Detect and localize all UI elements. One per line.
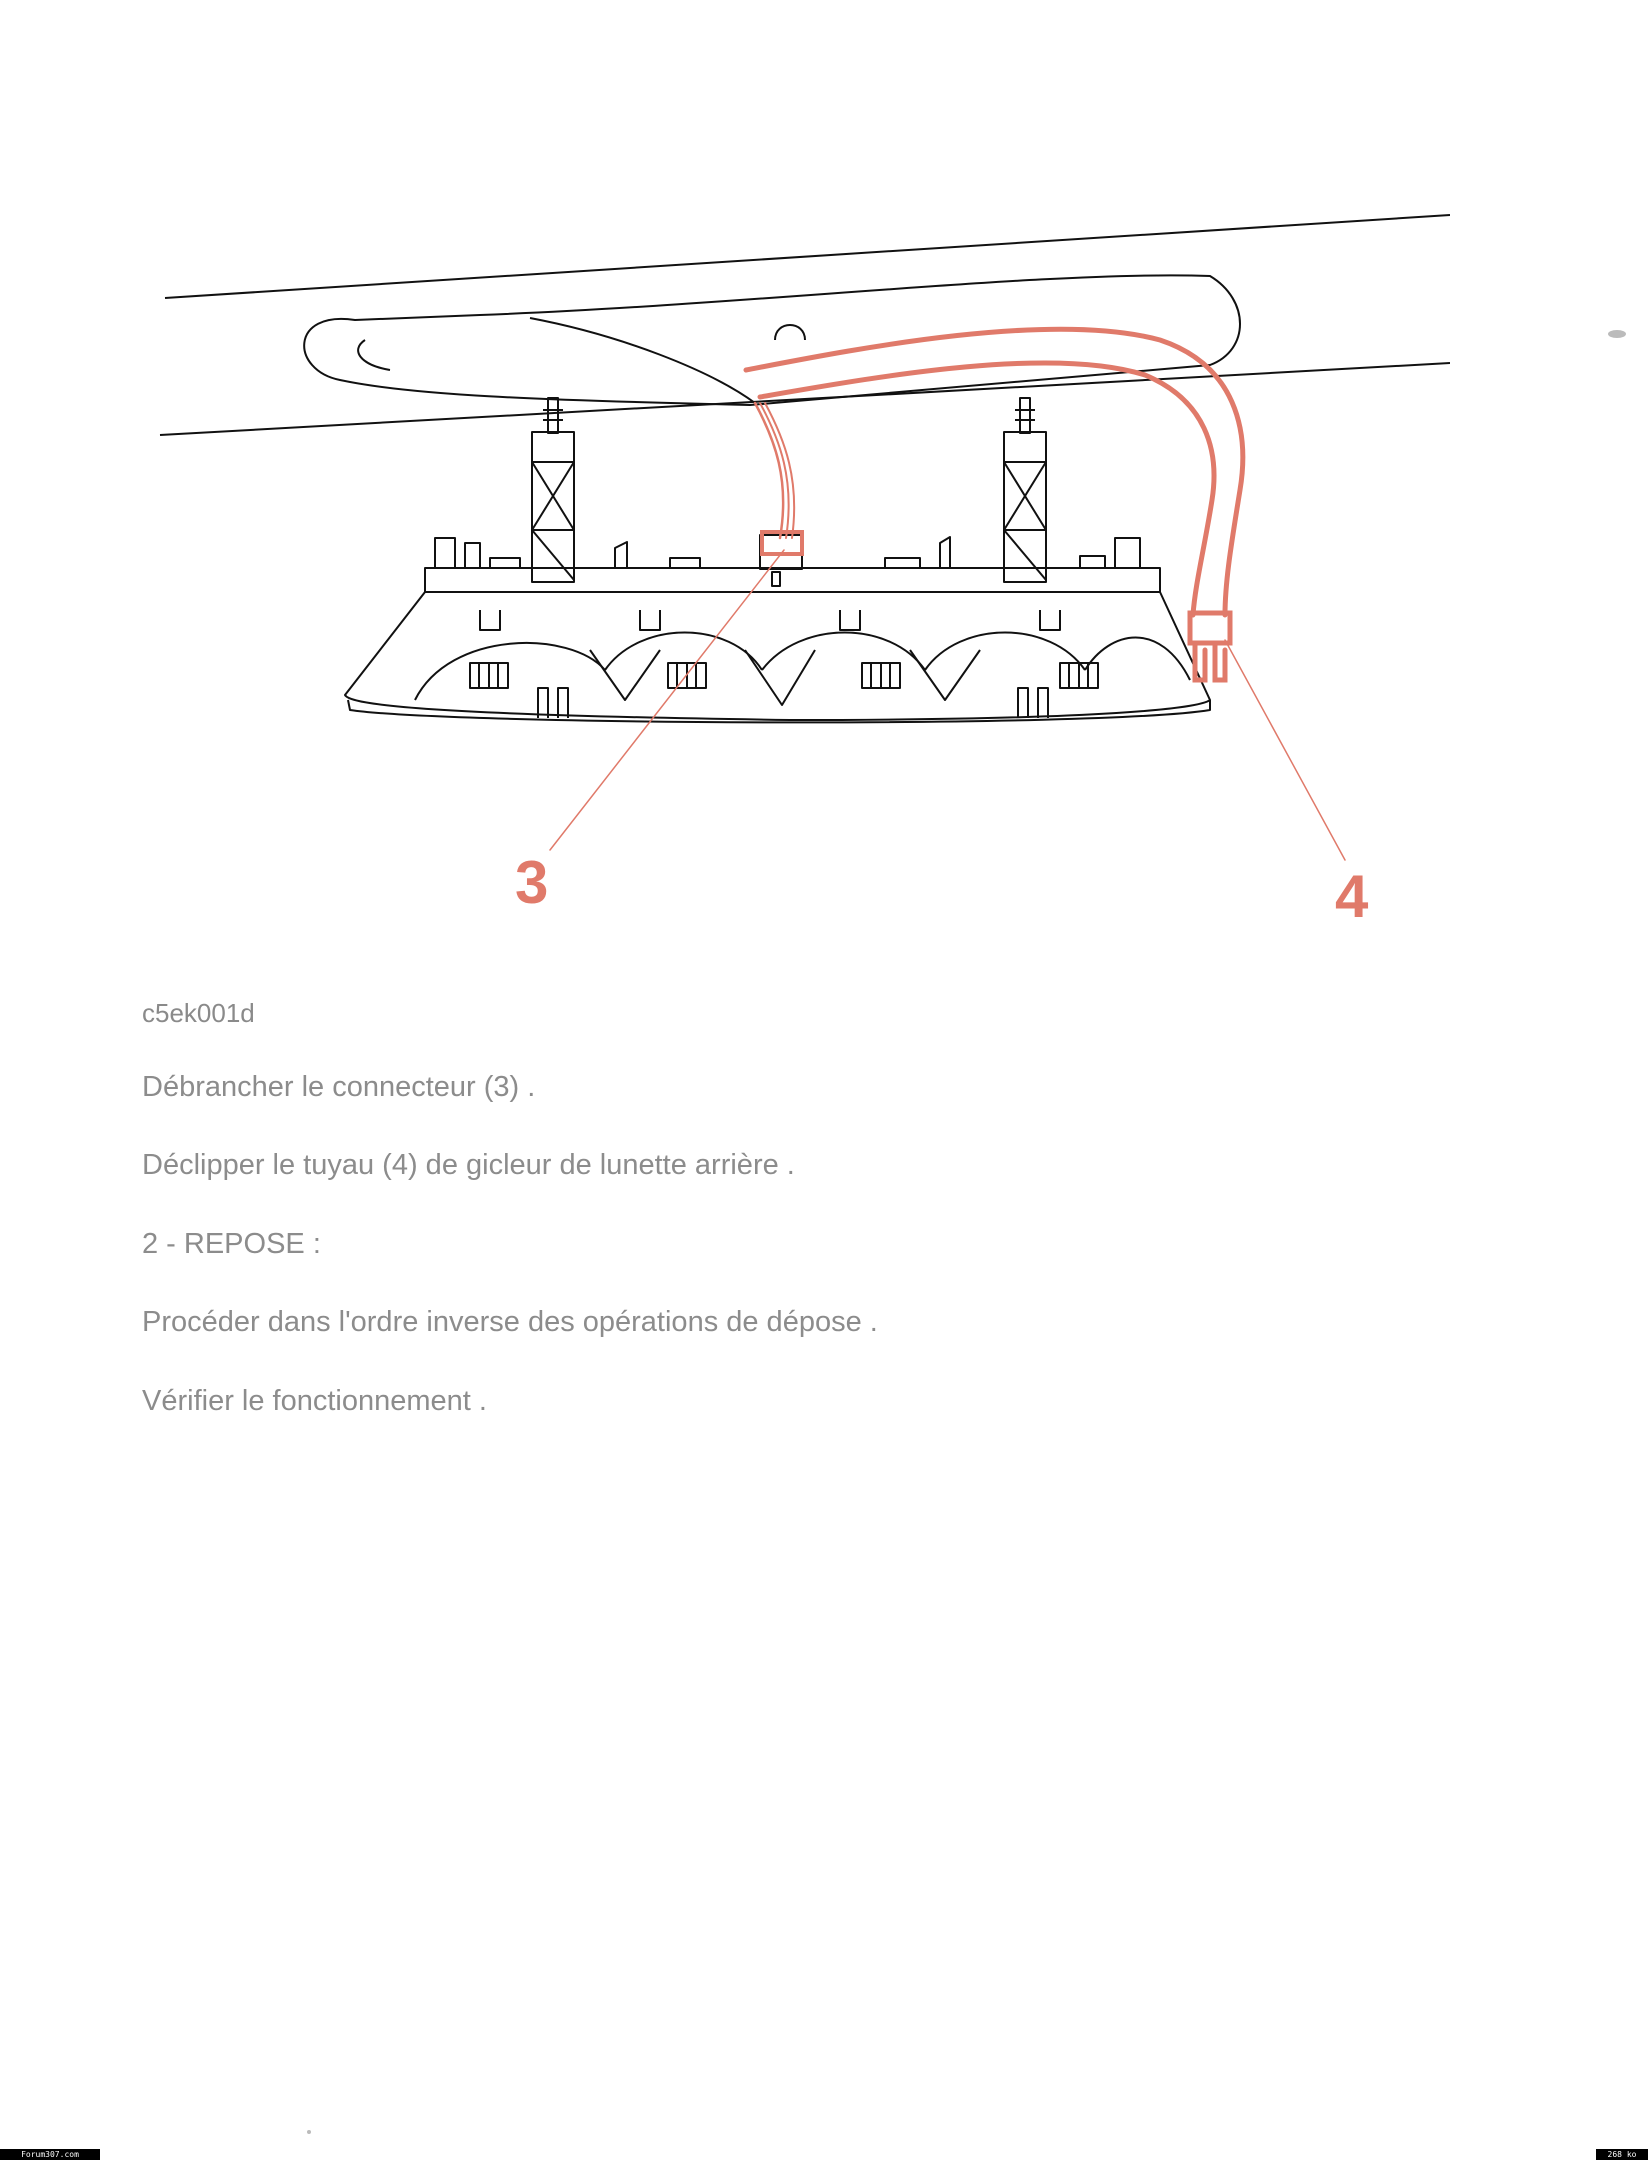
step-disconnect-connector: Débrancher le connecteur (3) . <box>142 1071 536 1103</box>
scan-speck <box>307 2130 311 2134</box>
step-unclip-hose: Déclipper le tuyau (4) de gicleur de lunette arrière . <box>142 1149 795 1181</box>
exploded-diagram <box>150 200 1450 940</box>
roof-upper-line <box>165 215 1450 298</box>
section-heading-repose: 2 - REPOSE : <box>142 1228 321 1260</box>
spoiler-lip <box>304 275 1240 405</box>
step-reverse-order: Procéder dans l'ordre inverse des opérations de dépose . <box>142 1306 878 1338</box>
leader-line-4 <box>1225 640 1345 860</box>
third-brake-light-drawing <box>150 200 1450 940</box>
scan-speck <box>1608 330 1626 338</box>
washer-hose-4 <box>746 329 1243 615</box>
callout-3: 3 <box>515 849 549 916</box>
footer-watermark-left: Forum307.com <box>0 2149 100 2160</box>
figure-reference: c5ek001d <box>142 998 255 1028</box>
step-verify: Vérifier le fonctionnement . <box>142 1385 487 1417</box>
roof-lower-line <box>160 363 1450 435</box>
lamp-windows <box>470 663 1098 688</box>
callout-4: 4 <box>1335 863 1369 930</box>
footer-watermark-right: 268 ko <box>1596 2149 1648 2160</box>
leader-line-3 <box>550 550 784 850</box>
lamp-body <box>345 592 1210 720</box>
lamp-top-bar <box>425 568 1160 592</box>
